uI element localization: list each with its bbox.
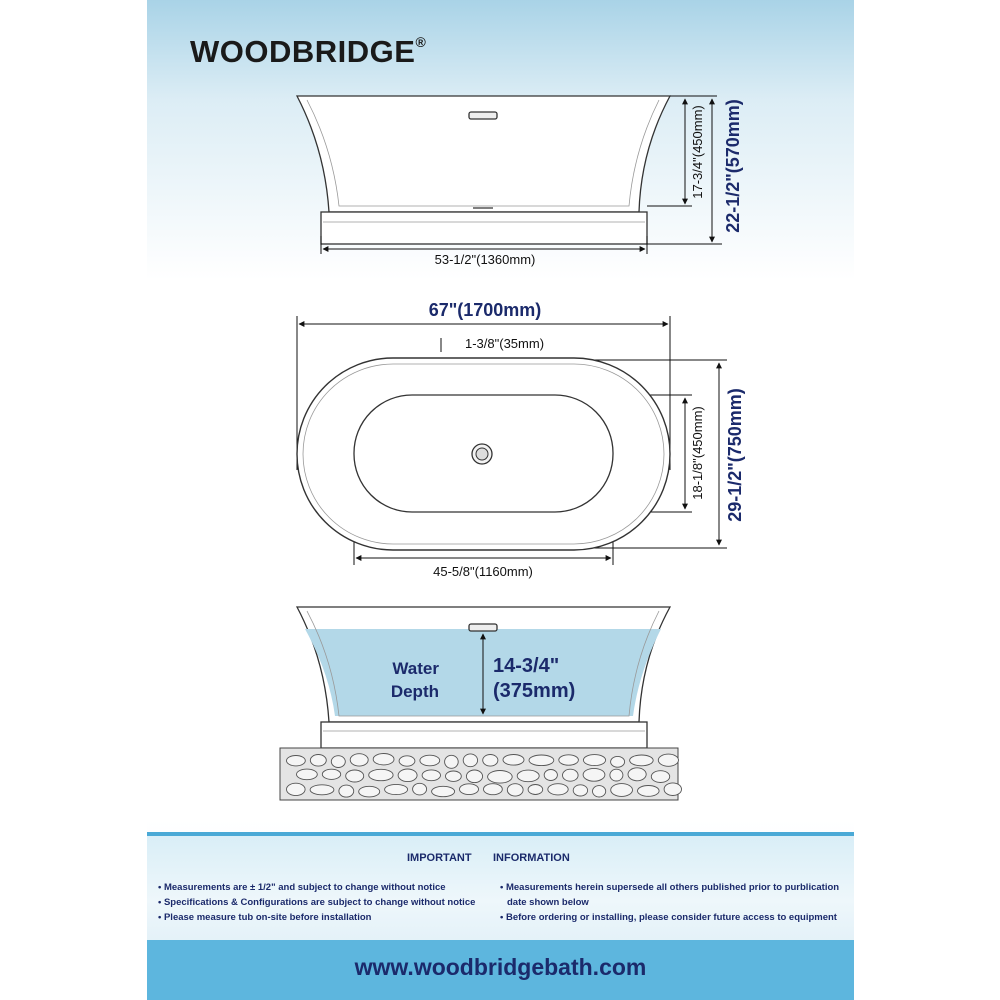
side-view-base [321,212,647,244]
cobblestone [350,754,368,766]
cobblestone [432,786,455,796]
cobblestone [544,770,557,781]
cobblestone [611,784,633,797]
top-total-width-label: 29-1/2"(750mm) [725,388,745,522]
cobblestone [287,783,306,795]
cobblestone [373,754,394,765]
cobblestone [658,754,678,766]
cobblestone [398,769,417,782]
cobblestone [484,784,503,795]
water-view-overflow [469,624,497,631]
info-right-item: date shown below [507,897,589,908]
cobblestone [503,755,524,766]
water-depth-label-line1: Water [392,659,439,678]
cobblestone [528,785,543,795]
side-inner-height-label: 17-3/4"(450mm) [690,105,705,199]
spec-sheet [147,0,854,1000]
footer-bar [147,940,854,1000]
website-link[interactable]: www.woodbridgebath.com [354,954,647,980]
cobblestone [638,786,660,797]
info-left-item: • Specifications & Configurations are subject to change without notice [158,897,476,908]
water-depth-value-line2: (375mm) [493,680,576,702]
cobblestone [507,784,523,796]
cobblestone [610,769,623,781]
top-inner-length-label: 45-5/8"(1160mm) [433,564,533,579]
stone-floor [280,748,682,800]
cobblestone [559,755,579,765]
cobblestone [651,771,669,783]
side-length-label: 53-1/2"(1360mm) [434,252,536,267]
cobblestone [445,755,459,768]
cobblestone [446,771,462,781]
rim-label: 1-3/8"(35mm) [465,336,545,351]
cobblestone [322,769,340,779]
cobblestone [488,771,513,784]
cobblestone [310,755,326,767]
cobblestone [529,755,554,766]
cobblestone [573,785,587,796]
cobblestone [339,785,354,797]
cobblestone [369,769,393,780]
cobblestone [664,783,681,796]
side-total-height-label: 22-1/2"(570mm) [723,99,743,233]
cobblestone [310,785,334,795]
tub-drawings [147,0,854,830]
top-view [297,358,670,550]
info-title-left: IMPORTANT [407,852,472,864]
cobblestone [287,756,306,766]
cobblestone [630,755,654,766]
cobblestone [460,784,479,795]
important-information-panel [147,832,854,944]
cobblestone [420,755,440,766]
info-left-list [158,880,475,925]
info-left-item: • Please measure tub on-site before installation [158,912,372,923]
brand-name: WOODBRIDGE [190,34,416,69]
info-right-list [500,880,839,925]
info-right-item: • Before ordering or installing, please consider future access to equipment [500,912,837,923]
cobblestone [297,769,318,780]
water-view-base [321,722,647,748]
side-view-overflow [469,112,497,119]
cobblestone [463,754,477,767]
cobblestone [331,756,345,768]
cobblestone [548,784,568,795]
info-right-item: • Measurements herein supersede all others published prior to purblication [500,882,840,893]
top-inner-width-label: 18-1/8"(450mm) [690,406,705,500]
cobblestone [346,770,364,782]
top-length-label: 67"(1700mm) [428,300,542,320]
cobblestone [583,768,605,781]
info-title-right: INFORMATION [493,852,570,864]
cobblestone [466,770,482,783]
cobblestone [583,755,605,766]
cobblestone [483,755,498,767]
cobblestone [628,768,646,781]
cobblestone [517,770,539,782]
water-view [297,607,670,748]
cobblestone [359,786,380,797]
cobblestone [611,756,625,767]
water-depth-value-line1: 14-3/4" [493,655,560,677]
side-view [297,96,670,244]
info-left-item: • Measurements are ± 1/2" and subject to change without notice [158,882,446,893]
cobblestone [399,756,415,766]
cobblestone [563,769,579,781]
registered-mark: ® [415,33,427,50]
cobblestone [413,783,427,795]
cobblestone [422,770,440,781]
cobblestone [593,786,606,797]
water-depth-label-line2: Depth [390,682,439,701]
cobblestone [385,784,408,794]
